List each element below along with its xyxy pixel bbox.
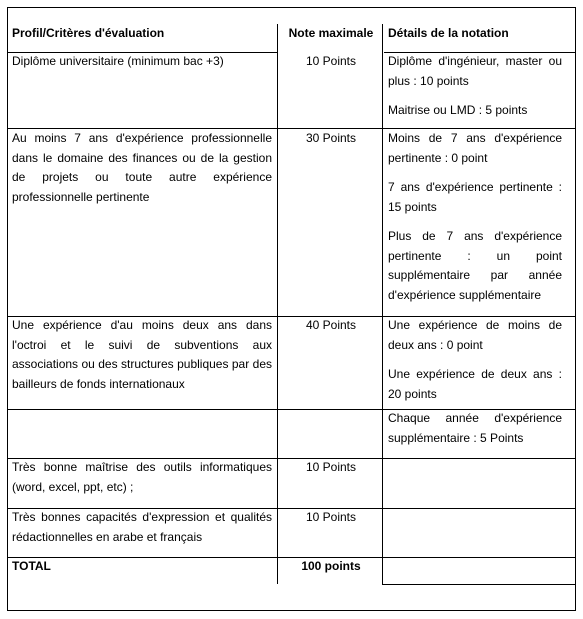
header-criteria: Profil/Critères d'évaluation (12, 26, 165, 40)
row-2-detail-2: 7 ans d'expérience pertinente : 15 points (388, 180, 562, 214)
header-max-score: Note maximale (288, 26, 374, 40)
row-1-detail-2: Maitrise ou LMD : 5 points (388, 103, 528, 117)
row-4-detail-1: Chaque année d'expérience supplémentaire : 5 Points (388, 411, 562, 445)
row-1-details (388, 52, 562, 121)
row-2-detail-3: Plus de 7 ans d'expérience pertinente : un point supplémentaire par année d'expérience supplémentaire (388, 229, 562, 302)
row-6-criterion: Très bonnes capacités d'expression et qualités rédactionnelles en arabe et français (12, 510, 272, 544)
row-2-criterion: Au moins 7 ans d'expérience professionnelle dans le domaine des finances ou de la gestion de projets ou toute autre expérience professionnelle pertinente (12, 131, 272, 204)
row-2-details (388, 129, 562, 305)
row-1-detail-1: Diplôme d'ingénieur, master ou plus : 10 points (388, 54, 562, 88)
total-value: 100 points (301, 559, 361, 573)
row-6-max-score: 10 Points (305, 510, 357, 524)
row-5-criterion: Très bonne maîtrise des outils informatiques (word, excel, ppt, etc) ; (12, 460, 272, 494)
row-5-max-score: 10 Points (305, 460, 357, 474)
row-2-max-score: 30 Points (305, 131, 357, 145)
row-2-detail-1: Moins de 7 ans d'expérience pertinente : 0 point (388, 131, 562, 165)
header-scoring-details: Détails de la notation (388, 26, 509, 40)
row-3-criterion: Une expérience d'au moins deux ans dans l'octroi et le suivi de subventions aux associations ou des structures publiques par des bailleurs de fonds internationaux (12, 318, 272, 391)
total-label: TOTAL (12, 559, 51, 573)
row-3-details (388, 316, 562, 404)
row-1-max-score: 10 Points (305, 54, 357, 68)
row-3-detail-1: Une expérience de moins de deux ans : 0 point (388, 318, 562, 352)
row-3-max-score: 40 Points (305, 318, 357, 332)
row-3-detail-2: Une expérience de deux ans : 20 points (388, 367, 562, 401)
row-1-criterion: Diplôme universitaire (minimum bac +3) (12, 54, 224, 68)
row-4-details (388, 409, 562, 448)
